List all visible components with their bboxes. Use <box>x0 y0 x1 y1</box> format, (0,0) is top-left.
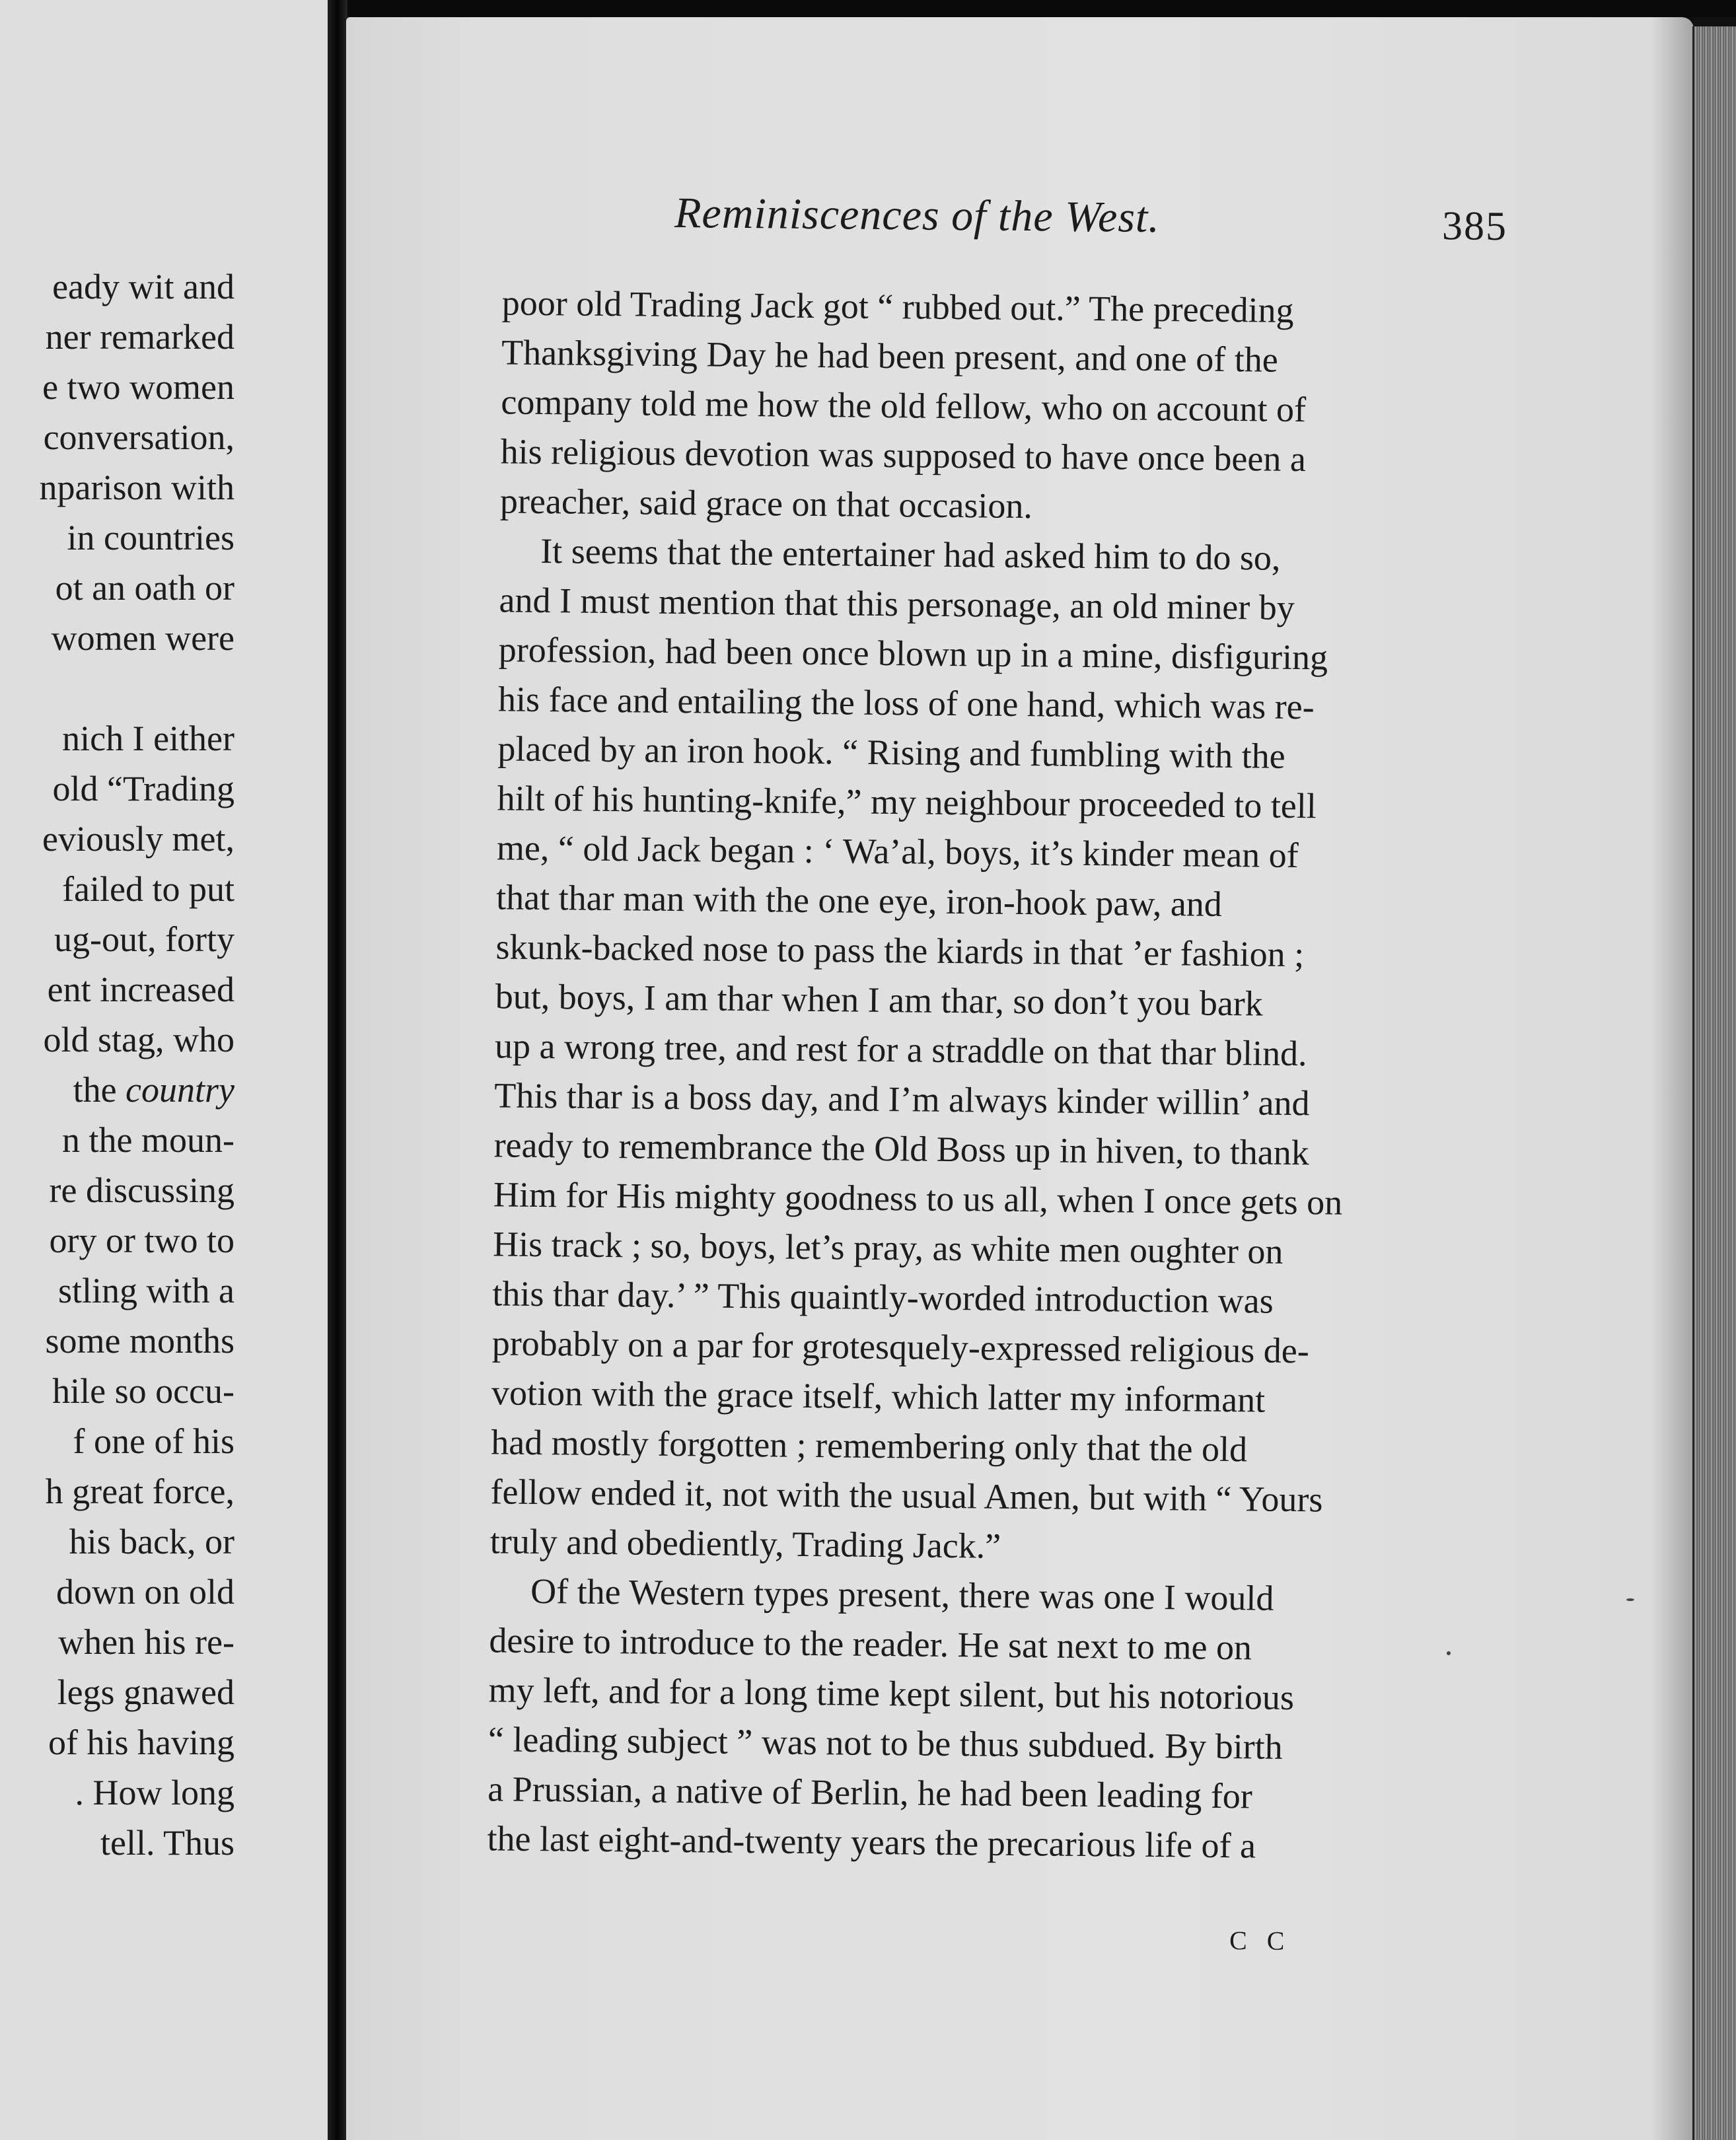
body-line: company told me how the old fellow, who on account of <box>501 382 1307 430</box>
left-line-text: the country <box>73 1070 235 1110</box>
left-line: nparison with <box>39 468 235 507</box>
left-line: hile so occu- <box>52 1371 235 1411</box>
body-line: desire to introduce to the reader. He sat next to me on <box>489 1620 1252 1668</box>
page-number: 385 <box>1441 203 1508 250</box>
left-line: . How long <box>75 1773 235 1812</box>
body-line: a Prussian, a native of Berlin, he had been leading for <box>487 1769 1253 1816</box>
left-line: ner remarked <box>45 317 235 357</box>
italic-word: country <box>126 1070 235 1110</box>
paragraph-start-line: It seems that the entertainer had asked him to do so, <box>540 530 1281 578</box>
left-line: down on old <box>56 1572 235 1612</box>
left-line: of his having <box>48 1723 235 1762</box>
body-line: had mostly forgotten ; remembering only that the old <box>491 1422 1248 1470</box>
left-line <box>0 1065 235 1115</box>
scan-speck <box>1447 1651 1451 1655</box>
body-line: poor old Trading Jack got “ rubbed out.” The preceding <box>501 283 1294 330</box>
left-line-blank <box>0 663 235 713</box>
left-line: old stag, who <box>43 1020 235 1059</box>
left-line: ot an oath or <box>55 568 235 608</box>
left-line: re discussing <box>49 1170 235 1210</box>
body-line: truly and obediently, Trading Jack.” <box>489 1521 1001 1566</box>
body-line: his face and entailing the loss of one hand, which was re- <box>497 679 1315 727</box>
left-line: n the moun- <box>62 1120 235 1160</box>
body-line: and I must mention that this personage, an old miner by <box>499 580 1295 627</box>
body-line: placed by an iron hook. “ Rising and fumbling with the <box>497 729 1285 776</box>
body-line: but, boys, I am thar when I am thar, so don’t you bark <box>495 976 1264 1024</box>
body-line: Thanksgiving Day he had been present, and one of the <box>501 332 1279 380</box>
body-line: “ leading subject ” was not to be thus subdued. By birth <box>488 1719 1284 1767</box>
body-line: ready to remembrance the Old Boss up in hiven, to thank <box>493 1125 1310 1173</box>
left-line: eviously met, <box>42 819 235 859</box>
body-line: Him for His mighty goodness to us all, when I once gets on <box>493 1174 1343 1223</box>
body-line: this thar day.’ ” This quaintly-worded introduction was <box>492 1273 1274 1321</box>
left-page-text <box>0 262 235 1868</box>
body-line: profession, had been once blown up in a mine, disfiguring <box>498 629 1328 678</box>
left-line: failed to put <box>62 869 235 909</box>
left-line: in countries <box>67 518 235 557</box>
body-line: me, “ old Jack began : ‘ Wa’al, boys, it’s kinder mean of <box>496 828 1299 876</box>
left-line: nich I either <box>62 719 235 758</box>
left-line: ug-out, forty <box>54 919 235 959</box>
left-line: ory or two to <box>49 1221 235 1260</box>
body-line: up a wrong tree, and rest for a straddle on that thar blind. <box>494 1026 1307 1074</box>
right-page <box>346 17 1694 2140</box>
left-line: legs gnawed <box>57 1672 235 1712</box>
running-title: Reminiscences of the West. <box>674 188 1161 242</box>
left-line: his back, or <box>69 1522 235 1561</box>
body-text <box>487 278 1516 1873</box>
body-line: the last eight-and-twenty years the precarious life of a <box>487 1818 1256 1866</box>
body-line: votion with the grace itself, which latter my informant <box>491 1373 1266 1420</box>
body-line: preacher, said grace on that occasion. <box>499 481 1033 526</box>
body-line: skunk-backed nose to pass the kiards in that ’er fashion ; <box>495 927 1305 975</box>
page-edge-shadow <box>1651 17 1694 2140</box>
left-line: ent increased <box>47 970 235 1009</box>
left-line: conversation, <box>43 417 235 457</box>
left-line: women were <box>51 618 235 658</box>
left-line: eady wit and <box>52 267 235 306</box>
body-line: probably on a par for grotesquely-expressed religious de- <box>491 1323 1310 1371</box>
right-page-content <box>385 17 1694 2140</box>
left-line: when his re- <box>58 1622 235 1662</box>
left-line: h great force, <box>45 1472 235 1511</box>
left-line: stling with a <box>58 1271 235 1310</box>
body-line: fellow ended it, not with the usual Amen, but with “ Yours <box>490 1472 1323 1520</box>
left-line: some months <box>45 1321 235 1361</box>
left-line: tell. Thus <box>100 1823 235 1863</box>
scan-speck <box>1626 1598 1634 1601</box>
body-line: hilt of his hunting-knife,” my neighbour proceeded to tell <box>497 778 1317 826</box>
left-page-fragment <box>0 0 334 2140</box>
paragraph-start-line: Of the Western types present, there was one I would <box>530 1571 1274 1618</box>
book-gutter <box>328 0 347 2140</box>
signature-mark: C C <box>1229 1925 1291 1956</box>
left-line: f one of his <box>73 1421 235 1461</box>
left-line: old “Trading <box>52 769 235 808</box>
page-stack-edges <box>1692 26 1736 2140</box>
body-line: his religious devotion was supposed to have once been a <box>500 431 1307 480</box>
body-line: that thar man with the one eye, iron-hook paw, and <box>495 877 1223 924</box>
body-line: His track ; so, boys, let’s pray, as white men oughter on <box>492 1224 1284 1271</box>
left-line: e two women <box>42 367 235 407</box>
body-line: This thar is a boss day, and I’m always kinder willin’ and <box>494 1075 1310 1124</box>
running-head <box>404 176 1508 259</box>
body-line: my left, and for a long time kept silent, but his notorious <box>488 1670 1295 1718</box>
